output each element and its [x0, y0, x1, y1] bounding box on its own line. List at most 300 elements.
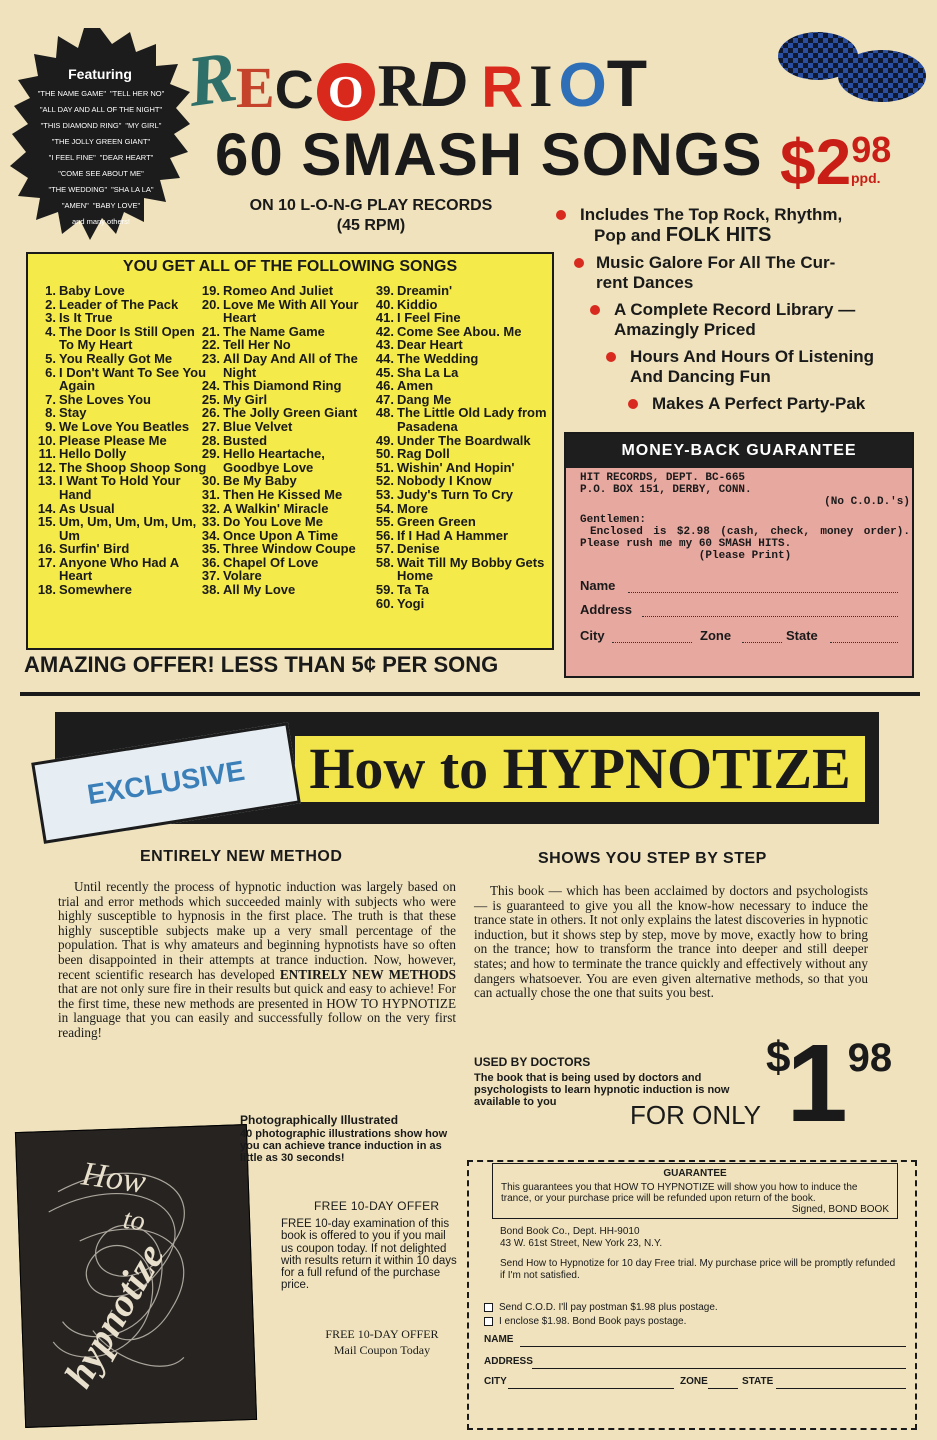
song-item — [36, 474, 208, 501]
used-by-text: The book that is being used by doctors and psychologists to learn hypnotic induction is now available to you — [474, 1072, 730, 1108]
price-dollar: $2 — [780, 126, 852, 198]
featuring-song: "THE NAME GAME" — [37, 89, 106, 98]
checkered-records-graphic — [778, 28, 926, 102]
song-title: If I Had A Hammer — [397, 527, 509, 543]
song-title: I Feel Fine — [397, 310, 461, 326]
song-title: Love Me With All Your Heart — [223, 296, 359, 326]
songs-column — [200, 284, 376, 597]
featuring-song: "BABY LOVE" — [92, 201, 141, 210]
song-number: 49. — [375, 432, 394, 448]
title-letter: C — [274, 60, 314, 120]
coupon-body — [580, 472, 910, 562]
title-letter: T — [606, 46, 648, 120]
song-item — [200, 352, 376, 379]
song-number: 38. — [201, 582, 220, 598]
song-item — [374, 447, 554, 461]
price-dollar-sign: $ — [766, 1033, 791, 1082]
song-title: All My Love — [223, 582, 296, 598]
left-para-text: Until recently the process of hypnotic induction was largely based on trial and error methods which succeeded mainly with subjects who were highly susceptible to hypnosis in the first place. The truth is that these highly susceptible subjects make up a very small percentage of the population. That is why amateurs and beginning hypnotists have so often been disappointed in their attempts at trance induction. Now, however, recent scientific research has developed — [58, 879, 456, 982]
featuring-song: "MY GIRL" — [125, 121, 162, 130]
bullet-text: Music Galore For All The Cur- — [596, 253, 836, 272]
song-title: Hello Dolly — [59, 446, 127, 462]
guarantee-heading: GUARANTEE — [663, 1168, 727, 1179]
enclose-checkbox[interactable] — [484, 1317, 493, 1326]
free-offer-heading: FREE 10-DAY OFFER — [314, 1199, 440, 1213]
song-title: Dreamin' — [397, 283, 453, 298]
song-number: 23. — [201, 350, 220, 366]
song-title: As Usual — [59, 500, 115, 516]
song-number: 53. — [375, 486, 394, 502]
song-number: 44. — [375, 350, 394, 366]
song-number: 34. — [201, 527, 220, 543]
song-number: 47. — [375, 391, 394, 407]
song-item — [200, 542, 376, 556]
song-title: I Want To Hold Your Hand — [59, 473, 181, 502]
song-title: Kiddio — [397, 296, 438, 312]
song-number: 58. — [375, 554, 394, 570]
song-number: 14. — [37, 500, 56, 516]
bullet-dot-icon — [574, 258, 584, 268]
song-item — [200, 284, 376, 298]
cod-option[interactable] — [484, 1302, 718, 1313]
song-number: 50. — [375, 446, 394, 462]
songs-box-title: YOU GET ALL OF THE FOLLOWING SONGS — [122, 258, 458, 275]
coupon-state-field[interactable] — [830, 642, 898, 643]
order-name-field[interactable] — [520, 1346, 906, 1347]
cod-option-label: Send C.O.D. I'll pay postman $1.98 plus postage. — [499, 1302, 718, 1313]
order-state-field[interactable] — [776, 1388, 906, 1389]
song-item — [200, 393, 376, 407]
song-title: All Day And All of The Night — [223, 350, 358, 380]
song-title: Green Green — [397, 514, 476, 530]
song-title: Dear Heart — [397, 337, 463, 353]
book-title-to: to — [121, 1203, 147, 1238]
song-number: 9. — [45, 418, 56, 434]
song-item — [200, 583, 376, 597]
featuring-song: "COME SEE ABOUT ME" — [58, 169, 144, 178]
song-number: 55. — [375, 514, 394, 530]
song-title: Do You Love Me — [223, 514, 323, 530]
song-title: Is It True — [59, 310, 113, 326]
song-title: Volare — [223, 568, 262, 584]
song-number: 29. — [201, 446, 220, 462]
song-item — [36, 420, 208, 434]
song-item — [374, 284, 554, 298]
song-title: Be My Baby — [223, 473, 297, 489]
bullet-text: A Complete Record Library — — [614, 300, 856, 319]
song-title: Wishin' And Hopin' — [397, 459, 515, 475]
song-item — [374, 366, 554, 380]
coupon-body-text: Enclosed is $2.98 (cash, check, money order). Please rush me my 60 SMASH HITS. — [580, 526, 910, 550]
photo-heading: Photographically Illustrated — [240, 1113, 399, 1127]
song-number: 27. — [201, 418, 220, 434]
bullet-text: Makes A Perfect Party-Pak — [652, 394, 866, 413]
song-item — [36, 284, 208, 298]
book-cover-image — [15, 1124, 257, 1428]
free-caption-line: FREE 10-DAY OFFER — [325, 1327, 439, 1341]
bullet-item — [548, 300, 928, 340]
song-number: 1. — [45, 283, 56, 298]
song-number: 28. — [201, 432, 220, 448]
song-number: 16. — [37, 541, 56, 557]
amazing-offer-text: AMAZING OFFER! LESS THAN 5¢ PER SONG — [24, 652, 499, 677]
subheadline-line: ON 10 L-O-N-G PLAY RECORDS — [249, 197, 493, 214]
song-number: 48. — [375, 405, 394, 421]
song-title: Chapel Of Love — [223, 554, 319, 570]
song-number: 43. — [375, 337, 394, 353]
song-item — [36, 325, 208, 352]
title-letter: I — [529, 53, 553, 119]
featuring-song: "THE WEDDING" — [48, 185, 108, 194]
song-item — [374, 298, 554, 312]
songs-column — [374, 284, 554, 610]
bullet-item — [548, 205, 928, 246]
song-item — [36, 366, 208, 393]
featuring-list — [28, 86, 174, 230]
title-letter: E — [236, 55, 275, 120]
song-item — [200, 298, 376, 325]
coupon-city-label: City — [580, 628, 605, 643]
song-item — [374, 474, 554, 488]
song-title: You Really Got Me — [59, 350, 173, 366]
record-riot-title — [182, 36, 778, 124]
photo-illustrated — [240, 1114, 450, 1164]
title-letter: R — [182, 36, 242, 122]
song-item — [36, 311, 208, 325]
order-state-label: STATE — [742, 1376, 774, 1387]
bullet-text: rent Dances — [596, 273, 694, 292]
song-item — [200, 502, 376, 516]
song-title: Denise — [397, 541, 440, 557]
song-item — [200, 434, 376, 448]
guarantee-box — [492, 1163, 898, 1219]
song-item — [36, 556, 208, 583]
song-number: 52. — [375, 473, 394, 489]
song-item — [200, 569, 376, 583]
song-title: We Love You Beatles — [59, 418, 190, 434]
song-title: The Little Old Lady from Pasadena — [397, 405, 547, 434]
bullet-text: And Dancing Fun — [630, 367, 771, 386]
price-main: 1 — [786, 1022, 848, 1145]
bullet-text — [580, 225, 928, 246]
song-title: Dang Me — [397, 391, 452, 407]
song-number: 51. — [375, 459, 394, 475]
featuring-more: and many others! — [72, 217, 130, 226]
song-number: 7. — [45, 391, 56, 407]
bullet-text: Hours And Hours Of Listening — [630, 347, 874, 366]
song-title: Hello Heartache, Goodbye Love — [223, 446, 325, 475]
song-item — [36, 393, 208, 407]
song-item — [374, 311, 554, 325]
price-ppd: ppd. — [851, 170, 881, 186]
song-number: 59. — [375, 582, 394, 598]
song-item — [374, 406, 554, 433]
order-city-label: CITY — [484, 1376, 507, 1387]
cod-checkbox[interactable] — [484, 1303, 493, 1312]
song-item — [374, 542, 554, 556]
song-item — [200, 529, 376, 543]
bullet-item — [548, 253, 928, 293]
featuring-song: "THIS DIAMOND RING" — [40, 121, 122, 130]
song-number: 22. — [201, 337, 220, 353]
song-item — [374, 556, 554, 583]
song-item — [36, 406, 208, 420]
song-number: 5. — [45, 350, 56, 366]
song-item — [36, 542, 208, 556]
bullet-text: Amazingly Priced — [614, 320, 756, 339]
song-title: Under The Boardwalk — [397, 432, 531, 448]
featuring-song: "ALL DAY AND ALL OF THE NIGHT" — [39, 105, 163, 114]
coupon-zone-label: Zone — [700, 628, 732, 643]
book-title-hypnotize: hypnotize — [55, 1235, 174, 1395]
song-item — [200, 406, 376, 420]
song-title: Then He Kissed Me — [223, 486, 343, 502]
song-number: 25. — [201, 391, 220, 407]
song-number: 20. — [201, 296, 220, 312]
song-item — [36, 583, 208, 597]
song-item — [36, 352, 208, 366]
song-number: 17. — [37, 554, 56, 570]
song-title: Blue Velvet — [223, 418, 293, 434]
song-item — [200, 379, 376, 393]
song-number: 41. — [375, 310, 394, 326]
song-title: A Walkin' Miracle — [223, 500, 329, 516]
song-title: Anyone Who Had A Heart — [59, 554, 179, 584]
coupon-address-line: P.O. BOX 151, DERBY, CONN. — [580, 484, 752, 496]
bullet-text: Includes The Top Rock, Rhythm, — [580, 205, 843, 224]
coupon-zone-field[interactable] — [742, 642, 782, 643]
used-by-heading: USED BY DOCTORS — [474, 1055, 591, 1069]
song-title: The Door Is Still Open To My Heart — [59, 323, 195, 353]
song-item — [200, 556, 376, 570]
left-para-text: that are not only sure fire in their results but quick and easy to achieve! For the first time, these new methods are presented in HOW TO HYPNOTIZE in language that you can easily and successfully follow on the very first reading! — [58, 981, 456, 1040]
free-offer-caption — [302, 1326, 462, 1358]
song-number: 10. — [37, 432, 56, 448]
song-number: 40. — [375, 296, 394, 312]
bullet-dot-icon — [590, 305, 600, 315]
bullet-item — [548, 347, 928, 387]
subheadline-rpm: (45 RPM) — [336, 217, 406, 234]
song-number: 37. — [201, 568, 220, 584]
money-back-coupon[interactable] — [564, 432, 914, 678]
free-offer-text: FREE 10-day examination of this book is offered to you if you mail us coupon today. If not delighted with results return it within 10 days for a full refund of the purchase price. — [281, 1218, 457, 1292]
song-title: The Shoop Shoop Song — [59, 459, 207, 475]
book-price — [766, 1022, 893, 1145]
song-item — [36, 298, 208, 312]
song-number: 56. — [375, 527, 394, 543]
song-number: 33. — [201, 514, 220, 530]
song-number: 2. — [45, 296, 56, 312]
song-item — [200, 515, 376, 529]
order-zone-field[interactable] — [708, 1388, 738, 1389]
song-title: This Diamond Ring — [223, 378, 342, 394]
song-title: Come See Abou. Me — [397, 323, 522, 339]
song-number: 30. — [201, 473, 220, 489]
song-number: 39. — [375, 283, 394, 298]
song-number: 57. — [375, 541, 394, 557]
bullet-text-part: Pop and — [594, 226, 666, 245]
song-item — [374, 488, 554, 502]
song-number: 3. — [45, 310, 56, 326]
songs-column — [36, 284, 208, 597]
bullet-dot-icon — [606, 352, 616, 362]
song-item — [374, 352, 554, 366]
song-item — [374, 325, 554, 339]
song-title: Leader of The Pack — [59, 296, 179, 312]
price-cents: 98 — [851, 129, 892, 170]
order-address-field[interactable] — [532, 1368, 906, 1369]
song-title: Rag Doll — [397, 446, 450, 462]
song-title: Somewhere — [59, 582, 132, 598]
song-title: Ta Ta — [397, 582, 430, 598]
song-item — [374, 434, 554, 448]
song-title: Baby Love — [59, 283, 125, 298]
song-number: 15. — [37, 514, 56, 530]
song-item — [200, 447, 376, 474]
order-name-label: NAME — [484, 1334, 514, 1345]
song-item — [374, 597, 554, 611]
song-item — [200, 420, 376, 434]
song-title: Nobody I Know — [397, 473, 492, 489]
company-line: Bond Book Co., Dept. HH-9010 — [500, 1226, 640, 1237]
order-city-field[interactable] — [508, 1388, 674, 1389]
featuring-song: "AMEN" — [61, 201, 89, 210]
coupon-name-field[interactable] — [628, 592, 898, 593]
bullet-item — [548, 394, 928, 414]
title-letter: O — [317, 63, 375, 121]
photo-text: 40 photographic illustrations show how you can achieve trance induction in as little as 30 seconds! — [240, 1128, 448, 1164]
left-paragraph — [58, 880, 456, 1041]
coupon-print-note: (Please Print) — [698, 550, 792, 562]
guarantee-signature: Signed, BOND BOOK — [791, 1204, 889, 1215]
song-number: 32. — [201, 500, 220, 516]
song-title: Stay — [59, 405, 87, 421]
order-address-label: ADDRESS — [484, 1356, 533, 1367]
price-cents: 98 — [847, 1036, 893, 1080]
left-heading: ENTIRELY NEW METHOD — [140, 848, 343, 865]
for-only-label: FOR ONLY — [630, 1100, 761, 1130]
title-letter: R — [481, 55, 524, 120]
company-address — [500, 1226, 900, 1282]
song-item — [200, 474, 376, 488]
song-item — [374, 461, 554, 475]
song-item — [374, 338, 554, 352]
song-title: The Wedding — [397, 350, 479, 366]
enclose-option-label: I enclose $1.98. Bond Book pays postage. — [499, 1316, 687, 1327]
song-number: 60. — [375, 595, 394, 611]
coupon-address-line: HIT RECORDS, DEPT. BC-665 — [580, 472, 746, 484]
song-number: 4. — [45, 323, 56, 339]
order-zone-label: ZONE — [680, 1376, 708, 1387]
song-item — [374, 583, 554, 597]
title-letter: R — [377, 53, 422, 119]
song-title: Amen — [397, 378, 434, 394]
featuring-song: "TELL HER NO" — [110, 89, 165, 98]
headline: 60 SMASH SONGS — [215, 121, 763, 188]
song-title: More — [397, 500, 429, 516]
song-title: My Girl — [223, 391, 268, 407]
featuring-song: "DEAR HEART" — [99, 153, 154, 162]
song-number: 26. — [201, 405, 220, 421]
song-title: Tell Her No — [223, 337, 291, 353]
song-title: Romeo And Juliet — [223, 283, 334, 298]
song-title: Surfin' Bird — [59, 541, 130, 557]
song-item — [36, 461, 208, 475]
section-divider — [20, 692, 920, 696]
song-number: 11. — [38, 446, 56, 462]
song-title: The Jolly Green Giant — [223, 405, 358, 421]
left-para-bold: ENTIRELY NEW METHODS — [279, 966, 456, 982]
title-letter: O — [558, 51, 607, 120]
exclusive-tag: EXCLUSIVE — [31, 722, 301, 844]
song-item — [374, 515, 554, 529]
song-item — [36, 502, 208, 516]
song-number: 42. — [375, 323, 394, 339]
title-letter: D — [421, 48, 468, 120]
coupon-salutation: Gentlemen: — [580, 514, 647, 526]
songs-box — [26, 252, 554, 650]
enclose-option[interactable] — [484, 1316, 686, 1327]
featuring-title: Featuring — [68, 66, 132, 82]
song-number: 45. — [375, 364, 394, 380]
featuring-song: "SHA LA LA" — [111, 185, 154, 194]
coupon-name-label: Name — [580, 578, 616, 593]
subheadline — [226, 196, 516, 236]
coupon-no-cod: (No C.O.D.'s) — [824, 496, 910, 508]
song-item — [36, 434, 208, 448]
song-title: Wait Till My Bobby Gets Home — [397, 554, 545, 584]
song-title: Sha La La — [397, 364, 459, 380]
hypnotize-title: How to HYPNOTIZE — [295, 736, 865, 802]
feature-bullets — [548, 205, 928, 421]
song-item — [36, 447, 208, 461]
song-number: 6. — [45, 364, 56, 380]
song-number: 35. — [201, 541, 220, 557]
coupon-address-field[interactable] — [642, 616, 898, 617]
song-title: Um, Um, Um, Um, Um, Um — [59, 514, 197, 543]
featuring-song: "I FEEL FINE" — [48, 153, 96, 162]
song-number: 13. — [37, 473, 56, 489]
song-number: 36. — [201, 554, 220, 570]
song-item — [374, 529, 554, 543]
song-number: 54. — [375, 500, 394, 516]
song-number: 18. — [37, 582, 56, 598]
song-number: 12. — [37, 459, 56, 475]
song-number: 8. — [45, 405, 56, 421]
song-number: 46. — [375, 378, 394, 394]
bullet-dot-icon — [628, 399, 638, 409]
free-caption-line: Mail Coupon Today — [333, 1343, 431, 1357]
song-title: She Loves You — [59, 391, 151, 407]
song-title: Busted — [223, 432, 268, 448]
song-title: Three Window Coupe — [223, 541, 356, 557]
song-title: I Don't Want To See You Again — [59, 364, 207, 394]
right-heading: SHOWS YOU STEP BY STEP — [538, 850, 767, 867]
song-item — [200, 488, 376, 502]
company-line: 43 W. 61st Street, New York 23, N.Y. — [500, 1238, 663, 1249]
song-number: 24. — [201, 378, 220, 394]
guarantee-text: This guarantees you that HOW TO HYPNOTIZE will show you how to induce the trance, or your purchase price will be refunded upon return of the book. — [501, 1182, 858, 1204]
song-number: 21. — [201, 323, 220, 339]
bullet-text-emph: FOLK HITS — [665, 224, 772, 246]
song-item — [36, 515, 208, 542]
song-title: The Name Game — [223, 323, 325, 339]
song-item — [374, 502, 554, 516]
send-text: Send How to Hypnotize for 10 day Free trial. My purchase price will be promptly refunded if I'm not satisfied. — [500, 1258, 896, 1281]
song-item — [374, 379, 554, 393]
coupon-city-field[interactable] — [612, 642, 692, 643]
featuring-song: "THE JOLLY GREEN GIANT" — [51, 137, 151, 146]
